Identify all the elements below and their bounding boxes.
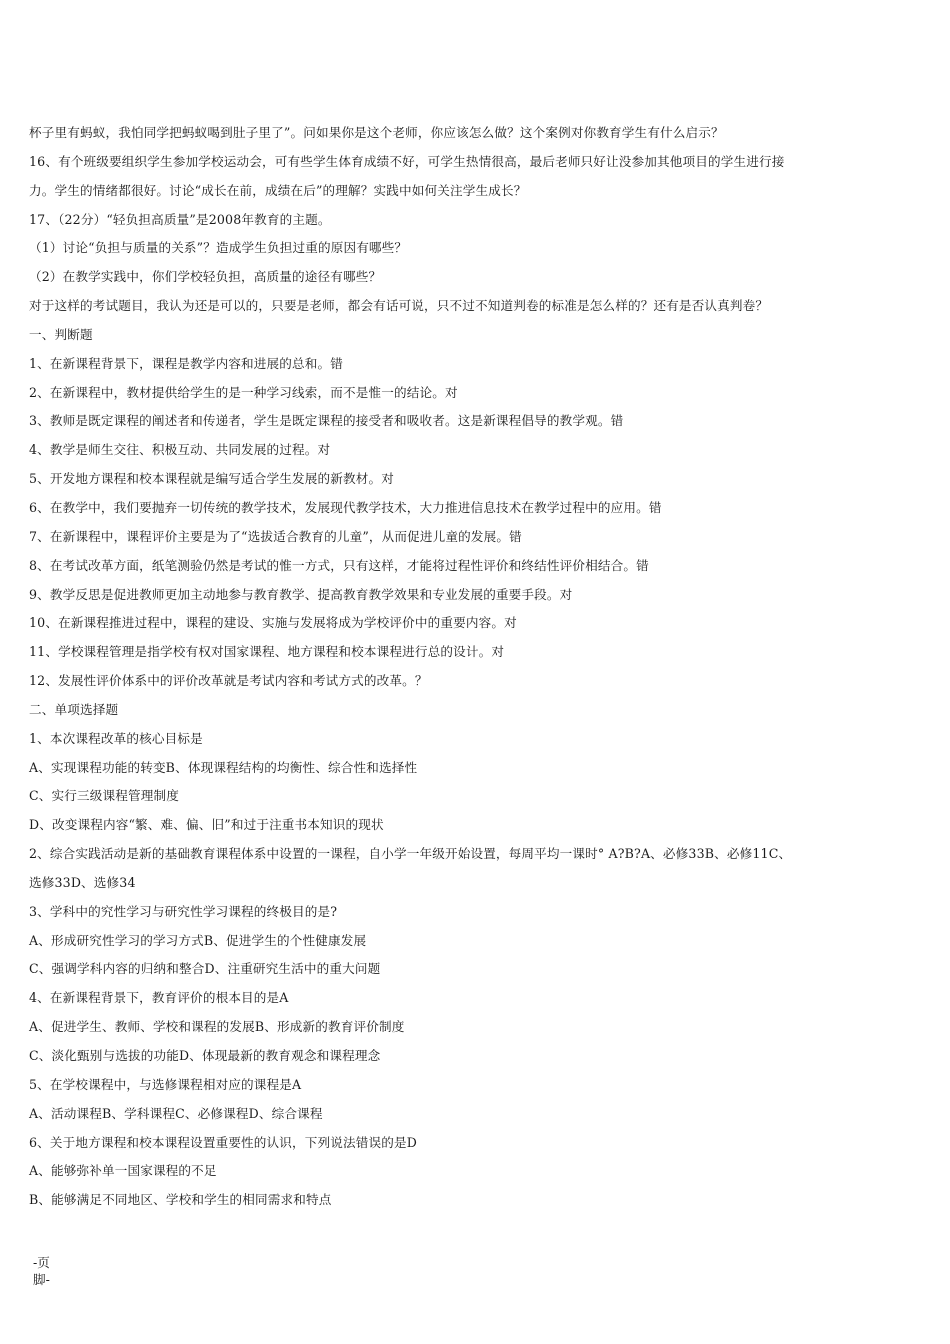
text-line: 3、学科中的究性学习与研究性学习课程的终极目的是? xyxy=(29,903,338,919)
text-line: 6、关于地方课程和校本课程设置重要性的认识，下列说法错误的是D xyxy=(29,1134,417,1150)
text-line: C、强调学科内容的归纳和整合D、注重研究生活中的重大问题 xyxy=(29,961,381,977)
footer-line-1: -页 xyxy=(33,1255,50,1270)
footer-line-2: 脚- xyxy=(33,1272,50,1287)
text-line: 6、在教学中，我们要抛弃一切传统的教学技术，发展现代教学技术，大力推进信息技术在教学过程中的应用。错 xyxy=(29,499,662,515)
text-line: 4、教学是师生交往、积极互动、共同发展的过程。对 xyxy=(29,442,331,458)
text-line: 17、（22分）“轻负担高质量”是2008年教育的主题。 xyxy=(29,211,331,227)
text-line: 1、本次课程改革的核心目标是 xyxy=(29,730,203,746)
document-body xyxy=(29,119,924,1215)
page-footer xyxy=(33,1254,50,1288)
text-line: 2、综合实践活动是新的基础教育课程体系中设置的一课程，自小学一年级开始设置，每周平均一课时° A?B?A、必修33B、必修11C、 xyxy=(29,846,792,862)
text-line: 10、在新课程推进过程中，课程的建设、实施与发展将成为学校评价中的重要内容。对 xyxy=(29,615,517,631)
text-line: 选修33D、选修34 xyxy=(29,874,136,890)
text-line: 一、判断题 xyxy=(29,326,93,342)
text-line: 1、在新课程背景下，课程是教学内容和进展的总和。错 xyxy=(29,355,344,371)
text-line: A、实现课程功能的转变B、体现课程结构的均衡性、综合性和选择性 xyxy=(29,759,418,775)
text-line: 5、开发地方课程和校本课程就是编写适合学生发展的新教材。对 xyxy=(29,471,394,487)
text-line: 9、教学反思是促进教师更加主动地参与教育教学、提高教育教学效果和专业发展的重要手段。对 xyxy=(29,586,573,602)
text-line: （1）讨论“负担与质量的关系”？造成学生负担过重的原因有哪些？ xyxy=(29,240,408,256)
text-line: 杯子里有蚂蚁，我怕同学把蚂蚁喝到肚子里了”。问如果你是这个老师，你应该怎么做？这个案例对你教育学生有什么启示？ xyxy=(29,125,724,140)
text-line: 12、发展性评价体系中的评价改革就是考试内容和考试方式的改革。？ xyxy=(29,673,428,689)
text-line: C、淡化甄别与选拔的功能D、体现最新的教育观念和课程理念 xyxy=(29,1048,381,1063)
text-line: A、促进学生、教师、学校和课程的发展B、形成新的教育评价制度 xyxy=(29,1019,405,1035)
text-line: 2、在新课程中，教材提供给学生的是一种学习线索，而不是惟一的结论。对 xyxy=(29,384,458,400)
text-line: D、改变课程内容“繁、难、偏、旧”和过于注重书本知识的现状 xyxy=(29,817,384,833)
text-line: C、实行三级课程管理制度 xyxy=(29,788,179,804)
text-line: A、能够弥补单一国家课程的不足 xyxy=(29,1163,217,1179)
text-line: 对于这样的考试题目，我认为还是可以的，只要是老师，都会有话可说，只不过不知道判卷的标准是怎么样的？还有是否认真判卷？ xyxy=(29,298,769,314)
text-line: A、形成研究性学习的学习方式B、促进学生的个性健康发展 xyxy=(29,932,367,948)
text-line: 11、学校课程管理是指学校有权对国家课程、地方课程和校本课程进行总的设计。对 xyxy=(29,644,505,660)
text-line: 16、有个班级要组织学生参加学校运动会，可有些学生体育成绩不好，可学生热情很高，最后老师只好让没参加其他项目的学生进行接 xyxy=(29,153,785,169)
text-line: （2）在教学实践中，你们学校轻负担，高质量的途径有哪些？ xyxy=(29,269,382,285)
text-line: A、活动课程B、学科课程C、必修课程D、综合课程 xyxy=(29,1105,323,1121)
text-line: 4、在新课程背景下，教育评价的根本目的是A xyxy=(29,990,289,1006)
text-line: 5、在学校课程中，与选修课程相对应的课程是A xyxy=(29,1076,302,1092)
text-line: 3、教师是既定课程的阐述者和传递者，学生是既定课程的接受者和吸收者。这是新课程倡导的教学观。错 xyxy=(29,413,624,429)
text-line: 力。学生的情绪都很好。讨论“成长在前，成绩在后”的理解？实践中如何关注学生成长？ xyxy=(29,182,527,198)
text-line: B、能够满足不同地区、学校和学生的相同需求和特点 xyxy=(29,1192,332,1208)
text-line: 7、在新课程中，课程评价主要是为了“选拔适合教育的儿童”，从而促进儿童的发展。错 xyxy=(29,528,522,544)
text-line: 二、单项选择题 xyxy=(29,701,119,717)
text-line: 8、在考试改革方面，纸笔测验仍然是考试的惟一方式，只有这样，才能将过程性评价和终结性评价相结合。错 xyxy=(29,557,649,573)
